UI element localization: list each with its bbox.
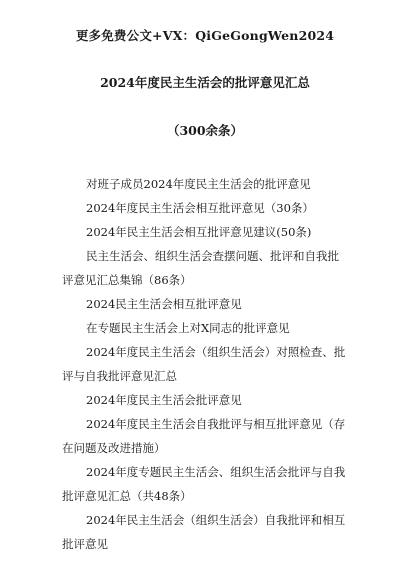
- list-item: 2024民主生活会相互批评意见: [86, 297, 242, 311]
- list-item: 民主生活会、组织生活会查摆问题、批评和自我批评意见汇总集锦（86条）: [62, 249, 339, 287]
- promo-header: 更多免费公文+VX：QiGeGongWen2024: [75, 28, 335, 43]
- list-item: 2024年民主生活会（组织生活会）自我批评和相互批评意见: [62, 513, 346, 551]
- list-item: 2024年度专题民主生活会、组织生活会批评与自我批评意见汇总（共48条）: [62, 465, 346, 503]
- list-item: 2024年度民主生活会批评意见: [86, 393, 242, 407]
- list-item: 在专题民主生活会上对X同志的批评意见: [86, 321, 290, 335]
- contents-list: [62, 172, 347, 556]
- list-item: 对班子成员2024年度民主生活会的批评意见: [86, 177, 311, 191]
- list-item: 2024年度民主生活会相互批评意见（30条）: [86, 201, 314, 215]
- document-subtitle: （300余条）: [166, 123, 244, 138]
- list-item: 2024年度民主生活会自我批评与相互批评意见（存在问题及改进措施）: [62, 417, 346, 455]
- list-item: 2024年度民主生活会（组织生活会）对照检查、批评与自我批评意见汇总: [62, 345, 346, 383]
- list-item: 2024年民主生活会相互批评意见建议(50条): [86, 225, 312, 239]
- document-title: 2024年度民主生活会的批评意见汇总: [100, 75, 310, 90]
